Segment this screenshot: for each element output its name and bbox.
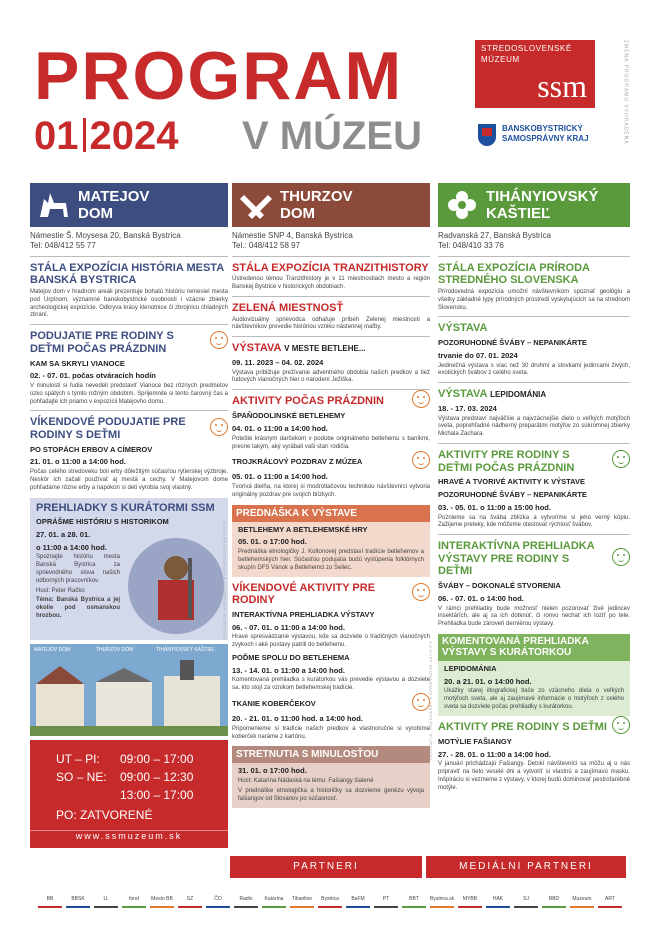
event-title: POZORUHODNÉ ŠVÁBY – NEPANIKÁRTE: [438, 338, 587, 348]
telephone: Tel.: 048/412 58 97: [232, 241, 301, 251]
child-face-icon: [612, 716, 630, 734]
section-title: AKTIVITY PRE RODINY S DEŤMI: [438, 720, 607, 733]
event-title: INTERAKTÍVNA PREHLIADKA VÝSTAVY: [232, 609, 375, 619]
column-header: [30, 183, 228, 227]
partners-label: PARTNERI: [230, 856, 422, 878]
event-date: 31. 01. o 17:00 hod.: [238, 766, 307, 776]
event-title: HRAVÉ A TVORIVÉ AKTIVITY K VÝSTAVE: [438, 477, 585, 487]
child-face-icon: [612, 450, 630, 468]
section-title: PREDNÁŠKA K VÝSTAVE: [232, 505, 430, 522]
event-theme: Téma: Banská Bystrica a jej okolie pod osmanskou hrozbou.: [36, 597, 120, 620]
date-year: 2024: [89, 114, 179, 158]
ssm-logo-abbr: ssm: [537, 68, 587, 104]
event-title: TKANIE KOBERČEKOV: [232, 698, 316, 708]
event-text: Poznieme sa na švába zblízka a vytvoríme si jeho verný kópiu. Zažijeme preteky, kde môžeme otestovať rýchlosť švábov.: [438, 514, 630, 529]
curator-tours-box: [30, 498, 228, 640]
section-title: VÝSTAVA LEPIDOMÁNIA: [438, 388, 547, 401]
column-header: [232, 183, 430, 227]
partner-logo: Muzeum: [570, 890, 594, 908]
event-date: 20. a 21. 01. o 14:00 hod.: [444, 676, 532, 686]
media-partners-label: MEDIÁLNI PARTNERI: [426, 856, 626, 878]
section-title: ZELENÁ MIESTNOSŤ: [232, 302, 344, 315]
section-title: STÁLA EXPOZÍCIA TRANZITHISTORY: [232, 261, 429, 274]
date-heading: [34, 116, 178, 156]
event-text: Prednáška etnologičky J. Koltonovej predstaví tradície betlehemov a betlehemských hier. Súčasťou podujatia budú vystúpenia folklórnych skupín DFS Vánok a Betlehemci zo Selieс.: [238, 549, 424, 571]
event-title: POZORUHODNÉ ŠVÁBY – NEPANIKÁRTE: [438, 490, 587, 499]
section-text: Ústredenou témou Tranzithistory je v 11 miestnostiach mesto a región Banskej Bystrice v historických obdobiach.: [232, 276, 430, 291]
event-title: LEPIDOMÁNIA: [444, 663, 497, 673]
partners-strip: [230, 856, 626, 878]
event-text: V januári prichádzajú Fašiangy. Detskí návštevníci sa môžu aj u nás pripraviť na tieto veselé dni a vytvoriť si vlastnú a zaujímavú masku. Inšpiráciu si vezmeme z výstavy, v ktorej budú dominovať pestrofarebné motýle.: [438, 761, 630, 791]
address: Námestie SNP 4, Banská Bystrica: [232, 231, 353, 240]
event-date: trvanie do 07. 01. 2024: [438, 350, 518, 360]
column-header: [438, 183, 630, 227]
partner-logo: ART: [598, 890, 622, 908]
event-date: 27. - 28. 01. o 11:00 a 14:00 hod.: [438, 749, 551, 759]
partner-logo: fond: [122, 890, 146, 908]
partner-logo: Bystrica.sk: [430, 890, 454, 908]
event-title: PO STOPÁCH ERBOV A CÍMEROV: [30, 444, 153, 454]
matej-icon: [36, 189, 72, 221]
event-host: Host: Peter Račko: [36, 587, 85, 594]
telephone: Tel: 048/412 55 77: [30, 241, 96, 251]
flower-icon: [444, 189, 480, 221]
event-text: Tvorivá dielňa, na ktorej si modrotlačovou technikou návštevníci vytvoria originálny pozdrav pre svojich blízkych.: [232, 484, 430, 498]
section-title: AKTIVITY POČAS PRÁZDNIN: [232, 395, 384, 408]
event-text: V rámci prehliadky bude možnosť nielen pozorovať živé jedincev insektárích, ale aj sa ich dotknúť, či ronvo nechať ich lozíť po tele. Prehliadka bude zároveň derniérou výstavy.: [438, 605, 630, 628]
ssm-logo: [475, 40, 595, 108]
ssm-logo-line2: MÚZEUM: [481, 55, 520, 64]
partner-logo: Katarína: [262, 890, 286, 908]
website-link[interactable]: www.ssmuzeum.sk: [30, 830, 228, 843]
photo-label: THURZOV DOM: [96, 646, 134, 653]
section-text: Výstava predstaví najväčšie a najvzácnejšie dielo o veľkých motýľoch sveta, poprehľadné nádherný preparátmi motýľov zo súkromnej zbierky Michala Zachara.: [438, 415, 630, 438]
page-title: PROGRAM: [34, 38, 404, 114]
event-date: o 11:00 a 14:00 hod.: [36, 542, 107, 552]
event-date: 27. 01. a 28. 01.: [36, 529, 91, 539]
section-title: PODUJATIE PRE RODINY S DEŤMI POČAS PRÁZDNIN: [30, 330, 174, 355]
event-title: POĎME SPOLU DO BETLEHEMA: [232, 652, 350, 662]
event-text: Komentovaná prehliadka s kurátorkou vás prevedie výstavou a dozviete sa, kto stojí za vznikom betlehemskej tradície.: [232, 677, 430, 692]
side-note: ZMENA PROGRAMU VYHRADENÁ: [622, 40, 629, 145]
partner-logo: Mesto BB: [150, 890, 174, 908]
section-title: STÁLA EXPOZÍCIA HISTÓRIA MESTA BANSKÁ BYSTRICA: [30, 261, 224, 287]
section-text: Jedinečná výstava s viac než 30 druhmi a stovkami jedincami živých, exotických švábov z celého sveta.: [438, 362, 630, 377]
vertical-note: PODUJATIA, PREDNÁŠKY A SPRIEVODNÉ AKTIVITY: [222, 520, 227, 640]
partner-logos: [38, 886, 628, 914]
shield-icon: [478, 124, 496, 146]
section-title: INTERAKTÍVNA PREHLIADKA VÝSTAVY PRE RODINY S DEŤMI: [438, 540, 595, 578]
column-title: MATEJOV DOM: [78, 188, 150, 222]
bbsk-logo-line1: BANSKOBYSTRICKÝ: [502, 124, 583, 133]
section-title: PREHLIADKY S KURÁTORMI SSM: [36, 501, 215, 514]
event-title: KAM SA SKRYLI VIANOCE: [30, 358, 125, 368]
meetings-box: [232, 746, 430, 807]
event-text: Spoznajte históriu mesta Banská Bystrica za sprievodného slova našich odborných pracovníkov.: [36, 554, 120, 584]
event-text: Potešte krásnym darčekom v podobe originálneho betlehemu s baníkmi, presne takým, aký vyrábali vaši starí rodičia.: [232, 435, 430, 450]
section-title: VÍKENDOVÉ AKTIVITY PRE RODINY: [232, 581, 376, 607]
column-title: THURZOV DOM: [280, 188, 353, 222]
photo-label: TIHÁNYIOVSKÝ KAŠTIEĽ: [156, 646, 215, 653]
column-thurzov-dom: [232, 183, 430, 808]
section-title: VÝSTAVA: [438, 322, 488, 335]
column-title: TIHÁNYIOVSKÝ KAŠTIEĽ: [486, 188, 599, 222]
section-title: STRETNUTIA S MINULOSŤOU: [232, 746, 430, 763]
date-separator: [83, 118, 86, 152]
event-text: Pripomenieme si tradície našich predkov a vlastnoručne si vyrobíme koberček naráme z kartónu.: [232, 725, 430, 740]
page-subtitle: V MÚZEU: [242, 114, 422, 158]
historical-figure-image: [128, 538, 224, 634]
event-date: 09. 11. 2023 – 04. 02. 2024: [232, 357, 324, 367]
vertical-note: PODUJATIA, PREDNÁŠKY A SPRIEVODNÉ AKTIVITY: [428, 640, 433, 760]
event-date: 03. - 05. 01. o 11:00 a 15:00 hod.: [438, 502, 551, 512]
column-tihanyiovsky-kastiel: [438, 183, 630, 792]
partner-logo: BBSK: [66, 890, 90, 908]
section-text: Audiovizuálny sprievodca odhaľuje príbeh Zelenej miestnosti a návštevníkov prevedie históriou vzniku nástennej maľby.: [232, 316, 430, 331]
partner-logo: Bystrica: [318, 890, 342, 908]
date-month: 01: [34, 114, 79, 158]
column-matejov-dom: [30, 183, 228, 848]
closed-notice: PO: ZATVORENÉ: [56, 807, 153, 822]
child-face-icon: [412, 390, 430, 408]
partner-logo: SZ: [178, 890, 202, 908]
partner-logo: HAK: [486, 890, 510, 908]
section-text: Prírodovedná expozícia umožní návštevníkom spoznať geológiu a všetky základné typy prírodných prostredí vyskytujúcich sa na strednom Slovensku.: [438, 289, 630, 311]
event-date: 05. 01. o 11:00 a 14:00 hod.: [232, 472, 328, 482]
section-title: STÁLA EXPOZÍCIA PRÍRODA STREDNÉHO SLOVENSKA: [438, 261, 590, 287]
partner-logo: Radio: [234, 890, 258, 908]
partner-logo: BaFM: [346, 890, 370, 908]
event-date: 18. - 17. 03. 2024: [438, 403, 497, 413]
ssm-logo-line1: STREDOSLOVENSKÉ: [481, 44, 572, 53]
address: Radvanská 27, Banská Bystrica: [438, 231, 551, 240]
section-title: VÝSTAVA V MESTE BETLEHE...: [232, 342, 366, 355]
event-date: 20. - 21. 01. o 11:00 hod. a 14:00 hod.: [232, 714, 363, 724]
event-date: 06. - 07. 01. o 14:00 hod.: [438, 593, 524, 603]
bbsk-logo: [478, 122, 598, 152]
child-face-icon: [412, 451, 430, 469]
event-text: Počas celého stredoveku boli erby dôležitým súčasťou rytierskej výzbroje. Neskôr ich začali používať aj mestá a cechy. V Matejovom dome pohľadáme rôzne erby a napokon si deti vyrobia svoj vlastný.: [30, 469, 228, 491]
partner-logo: MYBB: [458, 890, 482, 908]
partner-logo: ČO: [206, 890, 230, 908]
partner-logo: BBD: [542, 890, 566, 908]
partner-logo: Tibanline: [290, 890, 314, 908]
partner-logo: BB: [38, 890, 62, 908]
event-text: V minulosti si ľudia nevedeli predstaviť Vianoce bez rôznych predmetov úzko spätých s týmto rožným obdobím. Spriјemnite si tento čarovný čas a pohľadajte ich priamo v expozícii Matejovho domu.: [30, 383, 228, 405]
child-face-icon: [210, 331, 228, 349]
event-date: 21. 01. o 11:00 a 14:00 hod.: [30, 457, 126, 467]
event-date: 04. 01. o 11:00 a 14:00 hod.: [232, 423, 328, 433]
section-title: KOMENTOVANÁ PREHLIADKA VÝSTAVY S KURÁTORKOU: [438, 634, 630, 661]
photo-label: MATEJOV DOM: [34, 646, 71, 653]
event-text: Hravé spresvádzanie výstavou, kde sa dozviete o tradičných vianočných zvykoch i aké postavy patrili do betlehemu.: [232, 634, 430, 649]
child-face-icon: [612, 548, 630, 566]
event-text: V prednáške etnologička a historičky sa dozvieme genézu vývoja fašiangov od Slovanov po súčasnosť.: [238, 787, 424, 802]
section-text: Matejov dom v hradnom areáli prezentuje bohatú históriu remesiel mesta pod Urpínom, významné banskobystrické osobnosti i vzácne zbierky archeologickej expozície. Odkryva krásy klenotnice či zbrojnicu chladných zbraní.: [30, 289, 228, 319]
hammer-pick-icon: [238, 189, 274, 221]
event-date: 05. 01. o 17:00 hod.: [238, 537, 307, 547]
event-title: MOTÝLIE FAŠIANGY: [438, 736, 512, 746]
museum-photos: [30, 644, 228, 736]
curator-tour-box: [438, 634, 630, 716]
address: Námestie Š. Moysesa 20, Banská Bystrica: [30, 231, 181, 240]
partner-logo: U.: [94, 890, 118, 908]
section-title: VÍKENDOVÉ PODUJATIE PRE RODINY S DEŤMI: [30, 416, 186, 442]
event-title: TROJKRÁĽOVÝ POZDRAV Z MÚZEA: [232, 456, 363, 466]
lecture-box: [232, 505, 430, 577]
partner-logo: SJ: [514, 890, 538, 908]
event-title: OPRÁŠME HISTÓRIU S HISTORIKOM: [36, 517, 169, 527]
event-title: BETLEHEMY A BETLEHEMSKÉ HRY: [238, 524, 368, 534]
event-date: 02. - 07. 01. počas otváracích hodín: [30, 371, 156, 381]
telephone: Tel: 048/410 33 76: [438, 241, 504, 251]
section-text: Výstava približuje prežívanie adventného obdobia našich predkov a tiež ľudových vianočných hier o narodení Ježiška.: [232, 369, 430, 384]
event-host: Host: Katarína Nádaská na tému: Fašiangy šialené: [238, 778, 374, 785]
partner-logo: BBT: [402, 890, 426, 908]
partner-logo: PT: [374, 890, 398, 908]
section-title: AKTIVITY PRE RODINY S DEŤMI POČAS PRÁZDNIN: [438, 448, 575, 474]
event-date: 06. - 07. 01. o 11:00 a 14:00 hod.: [232, 622, 345, 632]
bbsk-logo-line2: SAMOSPRÁVNY KRAJ: [502, 134, 589, 143]
event-text: Ukážky starej iltografickej tlače zo vzácneho diela o veľkých motýľoch sveta, ale aj zaujímavé informácie o motýľoch z celého sveta sa dozviete počas prehliadky s kurátorkou.: [444, 688, 624, 710]
event-date: 13. - 14. 01. o 11:00 a 14:00 hod.: [232, 665, 345, 675]
event-title: ŠVÁBY – DOKONALÉ STVORENIA: [438, 581, 561, 591]
opening-hours: UT – PI: 09:00 – 17:00 SO – NE: 09:00 – 12:30 13:00 – 17:00 PO: ZATVORENÉ www.ssmuzeum.sk: [30, 740, 228, 848]
event-title: ŠPAŇODOLINSKÉ BETLEHEMY: [232, 411, 346, 421]
